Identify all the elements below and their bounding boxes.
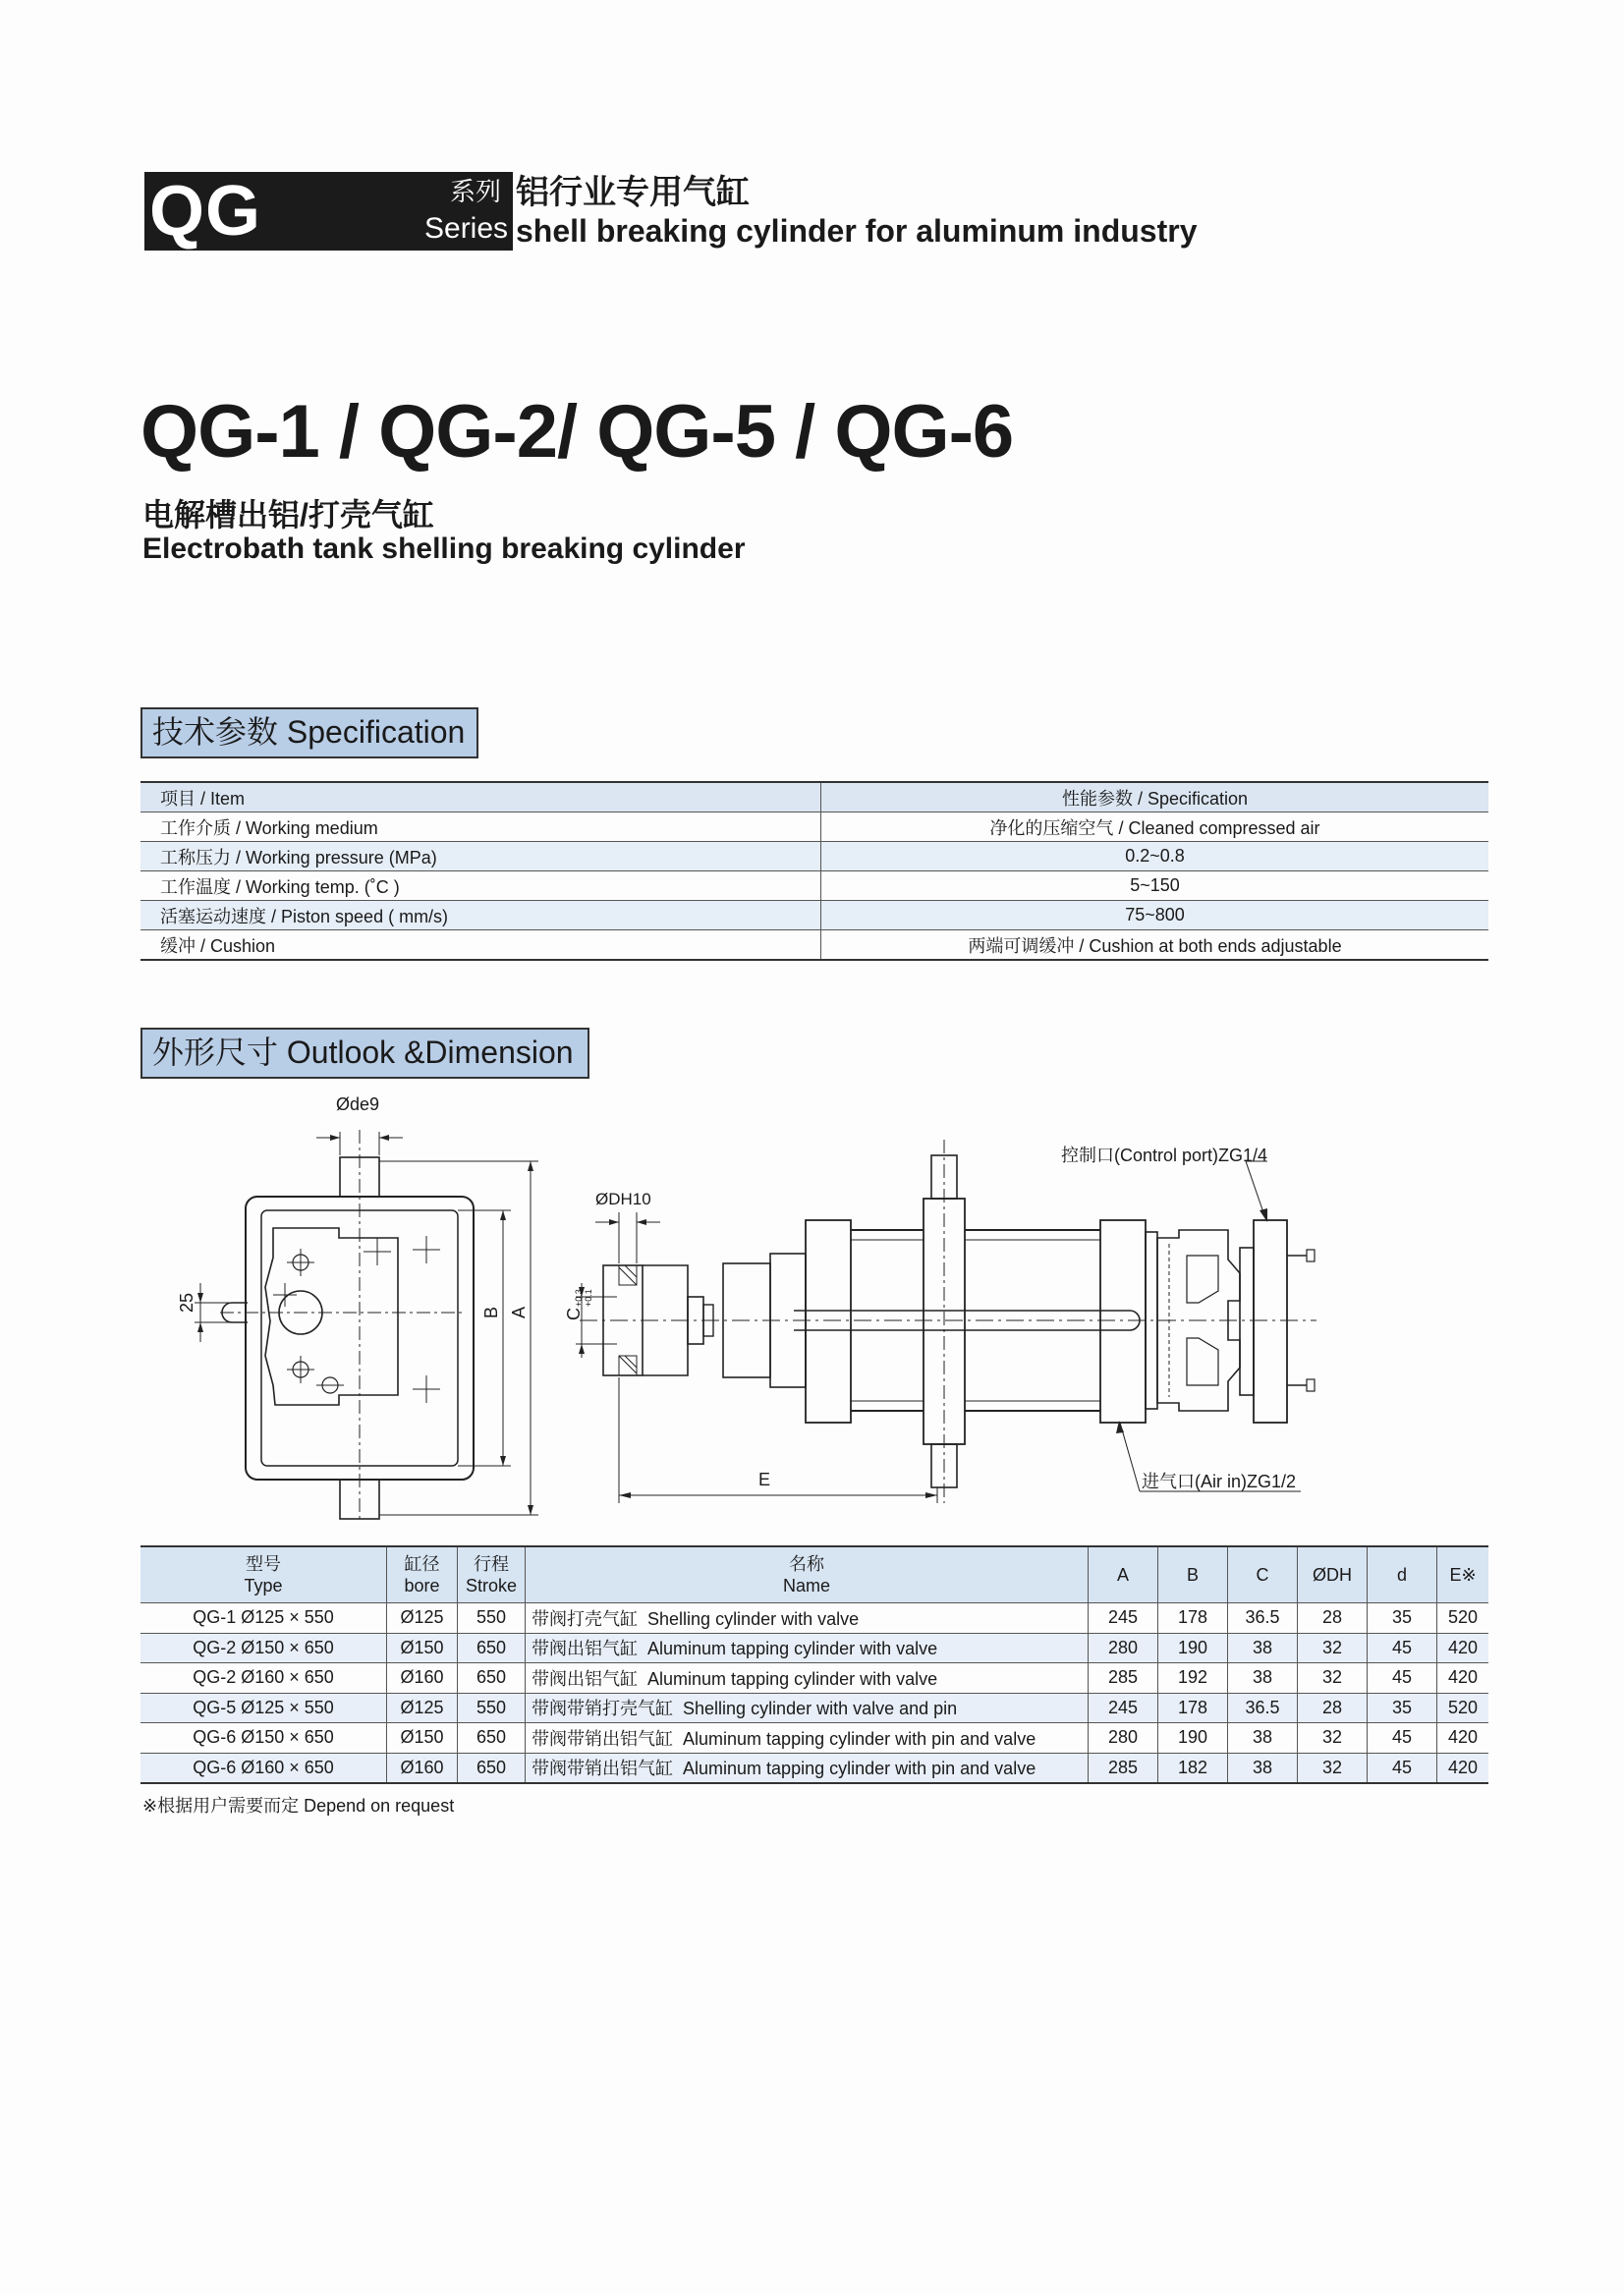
spec-row	[140, 930, 1488, 961]
cell-e: 520	[1437, 1603, 1489, 1634]
col-e: E※	[1437, 1546, 1489, 1603]
spec-row	[140, 842, 1488, 871]
cell-b: 190	[1158, 1723, 1228, 1754]
table-row	[140, 1633, 1488, 1663]
cell-stroke: 650	[458, 1723, 526, 1754]
label-a: A	[509, 1306, 529, 1318]
cell-bore: Ø150	[387, 1633, 458, 1663]
cell-bore: Ø125	[387, 1693, 458, 1723]
subtitle-cn: 电解槽出铝/打壳气缸	[142, 497, 434, 532]
col-stroke: 行程 Stroke	[458, 1546, 526, 1603]
cell-name: 带阀带销打壳气缸 Shelling cylinder with valve and pin	[526, 1693, 1089, 1723]
cell-b: 178	[1158, 1693, 1228, 1723]
cell-b: 190	[1158, 1633, 1228, 1663]
col-c: C	[1228, 1546, 1298, 1603]
cell-bore: Ø150	[387, 1723, 458, 1754]
spec-item: 缓冲 / Cushion	[160, 935, 276, 956]
cell-name: 带阀出铝气缸 Aluminum tapping cylinder with valve	[526, 1663, 1089, 1694]
cell-a: 245	[1089, 1603, 1158, 1634]
spec-table	[140, 781, 1488, 961]
cell-c: 38	[1228, 1663, 1298, 1694]
cell-c: 36.5	[1228, 1693, 1298, 1723]
table-row	[140, 1723, 1488, 1754]
col-d: d	[1368, 1546, 1437, 1603]
cell-d: 45	[1368, 1663, 1437, 1694]
cell-e: 420	[1437, 1663, 1489, 1694]
cell-stroke: 650	[458, 1753, 526, 1783]
cell-d: 45	[1368, 1753, 1437, 1783]
dim-header-row	[140, 1546, 1488, 1603]
spec-value: 两端可调缓冲 / Cushion at both ends adjustable	[821, 930, 1489, 961]
cell-dh: 28	[1298, 1603, 1368, 1634]
cell-d: 45	[1368, 1633, 1437, 1663]
spec-row	[140, 812, 1488, 842]
label-dh10: ØDH10	[595, 1190, 651, 1208]
label-control-port: 控制口(Control port)ZG1/4	[1061, 1146, 1268, 1165]
cell-dh: 32	[1298, 1633, 1368, 1663]
spec-row	[140, 901, 1488, 930]
col-name: 名称 Name	[526, 1546, 1089, 1603]
cell-b: 178	[1158, 1603, 1228, 1634]
label-e: E	[758, 1470, 771, 1489]
cell-type: QG-6 Ø160 × 650	[140, 1753, 387, 1783]
label-b: B	[481, 1306, 501, 1318]
cell-d: 45	[1368, 1723, 1437, 1754]
label-c-tol-lower: +0.1	[584, 1289, 593, 1307]
spec-value: 5~150	[821, 871, 1489, 901]
cell-a: 280	[1089, 1633, 1158, 1663]
cell-c: 38	[1228, 1633, 1298, 1663]
cell-type: QG-2 Ø150 × 650	[140, 1633, 387, 1663]
col-b: B	[1158, 1546, 1228, 1603]
dimension-table	[140, 1545, 1488, 1784]
cell-bore: Ø160	[387, 1663, 458, 1694]
cell-dh: 28	[1298, 1693, 1368, 1723]
cell-type: QG-5 Ø125 × 550	[140, 1693, 387, 1723]
cell-a: 245	[1089, 1693, 1158, 1723]
table-row	[140, 1753, 1488, 1783]
cell-dh: 32	[1298, 1753, 1368, 1783]
col-dh: ØDH	[1298, 1546, 1368, 1603]
spec-value: 净化的压缩空气 / Cleaned compressed air	[821, 812, 1489, 842]
cell-e: 520	[1437, 1693, 1489, 1723]
cell-name: 带阀带销出铝气缸 Aluminum tapping cylinder with pin and valve	[526, 1753, 1089, 1783]
cell-name: 带阀打壳气缸 Shelling cylinder with valve	[526, 1603, 1089, 1634]
spec-row	[140, 871, 1488, 901]
spec-value: 0.2~0.8	[821, 842, 1489, 871]
spec-item: 工作介质 / Working medium	[140, 812, 821, 842]
spec-value: 75~800	[821, 901, 1489, 930]
table-row	[140, 1603, 1488, 1634]
spec-header-item: 项目 / Item	[140, 782, 821, 812]
header-title-cn: 铝行业专用气缸	[516, 174, 750, 211]
models-title: QG-1 / QG-2/ QG-5 / QG-6	[140, 390, 1014, 474]
cell-d: 35	[1368, 1603, 1437, 1634]
series-label-en: Series	[424, 212, 509, 245]
spec-item: 活塞运动速度 / Piston speed ( mm/s)	[140, 901, 821, 930]
subtitle-en: Electrobath tank shelling breaking cylinder	[142, 532, 746, 565]
cell-stroke: 550	[458, 1693, 526, 1723]
cell-a: 285	[1089, 1663, 1158, 1694]
col-bore: 缸径 bore	[387, 1546, 458, 1603]
cell-bore: Ø125	[387, 1603, 458, 1634]
dimension-heading: 外形尺寸 Outlook &Dimension	[140, 1028, 589, 1079]
cell-dh: 32	[1298, 1723, 1368, 1754]
label-c: C	[564, 1308, 584, 1320]
cell-type: QG-6 Ø150 × 650	[140, 1723, 387, 1754]
cell-stroke: 550	[458, 1603, 526, 1634]
table-row	[140, 1663, 1488, 1694]
cell-type: QG-1 Ø125 × 550	[140, 1603, 387, 1634]
series-label-cn: 系列	[450, 177, 502, 206]
col-a: A	[1089, 1546, 1158, 1603]
cell-c: 36.5	[1228, 1603, 1298, 1634]
spec-header-value: 性能参数 / Specification	[821, 782, 1489, 812]
cell-b: 192	[1158, 1663, 1228, 1694]
cylinder-dimension-drawing	[138, 1091, 1356, 1523]
label-25: 25	[177, 1292, 196, 1313]
cell-b: 182	[1158, 1753, 1228, 1783]
cell-c: 38	[1228, 1723, 1298, 1754]
spec-heading: 技术参数 Specification	[140, 707, 478, 758]
cell-type: QG-2 Ø160 × 650	[140, 1663, 387, 1694]
footnote: ※根据用户需要而定 Depend on request	[142, 1796, 455, 1816]
series-code: QG	[149, 172, 262, 251]
spec-item: 工称压力 / Working pressure (MPa)	[140, 842, 821, 871]
cell-a: 285	[1089, 1753, 1158, 1783]
cell-e: 420	[1437, 1753, 1489, 1783]
cell-e: 420	[1437, 1723, 1489, 1754]
header-title-en: shell breaking cylinder for aluminum industry	[516, 213, 1198, 249]
cell-d: 35	[1368, 1693, 1437, 1723]
cell-name: 带阀带销出铝气缸 Aluminum tapping cylinder with pin and valve	[526, 1723, 1089, 1754]
cell-stroke: 650	[458, 1633, 526, 1663]
spec-item: 工作温度 / Working temp. (˚C )	[140, 871, 821, 901]
side-view	[576, 1140, 1316, 1503]
label-de9: Øde9	[336, 1094, 380, 1114]
cell-stroke: 650	[458, 1663, 526, 1694]
label-air-in: 进气口(Air in)ZG1/2	[1142, 1472, 1297, 1491]
col-type: 型号 Type	[140, 1546, 387, 1603]
label-c-tol-upper: +0.3	[574, 1289, 584, 1307]
cell-e: 420	[1437, 1633, 1489, 1663]
spec-header-row	[140, 782, 1488, 812]
cell-dh: 32	[1298, 1663, 1368, 1694]
cell-c: 38	[1228, 1753, 1298, 1783]
end-view	[195, 1130, 538, 1523]
table-row	[140, 1693, 1488, 1723]
cell-bore: Ø160	[387, 1753, 458, 1783]
cell-name: 带阀出铝气缸 Aluminum tapping cylinder with valve	[526, 1633, 1089, 1663]
cell-a: 280	[1089, 1723, 1158, 1754]
